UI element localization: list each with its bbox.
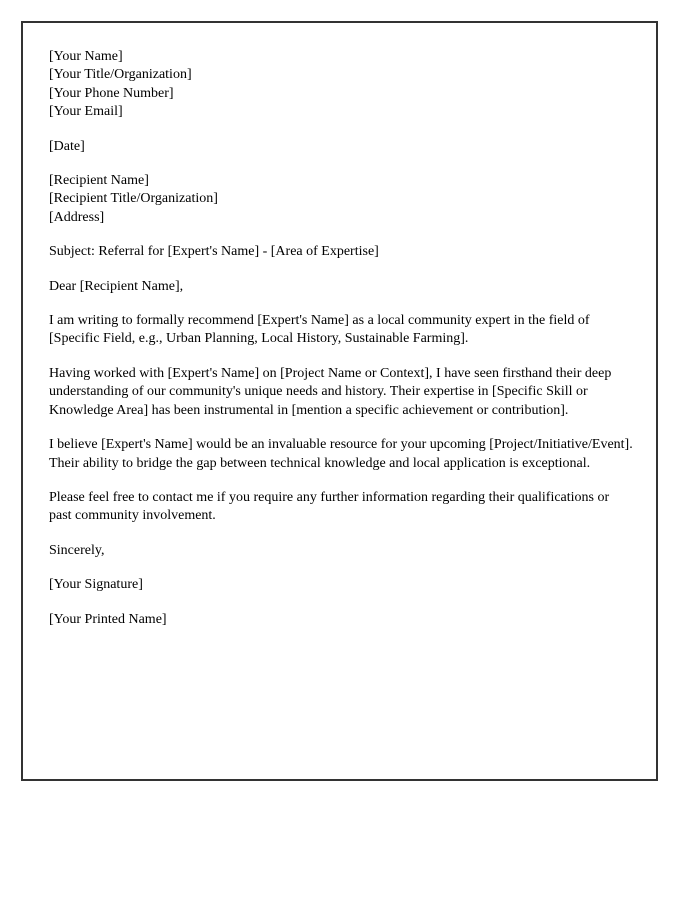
signature-line: [Your Signature] <box>49 577 143 593</box>
subject-line: Subject: Referral for [Expert's Name] - [Area of Expertise] <box>49 244 379 260</box>
sender-title-line: [Your Title/Organization] <box>49 67 192 83</box>
sender-phone-line: [Your Phone Number] <box>49 85 174 101</box>
sender-block <box>49 48 634 122</box>
recipient-name-line: [Recipient Name] <box>49 173 149 189</box>
sender-name-line: [Your Name] <box>49 49 123 64</box>
printed-name-line: [Your Printed Name] <box>49 611 167 627</box>
recipient-address-line: [Address] <box>49 209 105 225</box>
letter-page <box>21 21 658 781</box>
body-paragraph-intro: I am writing to formally recommend [Expert's Name] as a local community expert in the field of [Specific Field, e.g., Urban Planning, Local History, Sustainable Farming]. <box>49 313 590 347</box>
closing-line: Sincerely, <box>49 542 105 558</box>
recipient-block <box>49 172 634 227</box>
date-line: [Date] <box>49 138 85 154</box>
sender-email-line: [Your Email] <box>49 104 123 120</box>
salutation-line: Dear [Recipient Name], <box>49 278 184 294</box>
body-paragraph-contact: Please feel free to contact me if you require any further information regarding their qualifications or past community involvement. <box>49 489 610 524</box>
recipient-title-line: [Recipient Title/Organization] <box>49 191 218 207</box>
body-paragraph-experience: Having worked with [Expert's Name] on [Project Name or Context], I have seen firsthand their deep understanding of our community's unique needs and history. Their expertise in [Specific Skill or Knowledge Area] has been instrumental in [mention a specific achievement or contribution]. <box>49 365 612 418</box>
body-paragraph-endorsement: I believe [Expert's Name] would be an invaluable resource for your upcoming [Project/Initiative/Event]. Their ability to bridge the gap between technical knowledge and local application is exceptional. <box>49 437 633 471</box>
